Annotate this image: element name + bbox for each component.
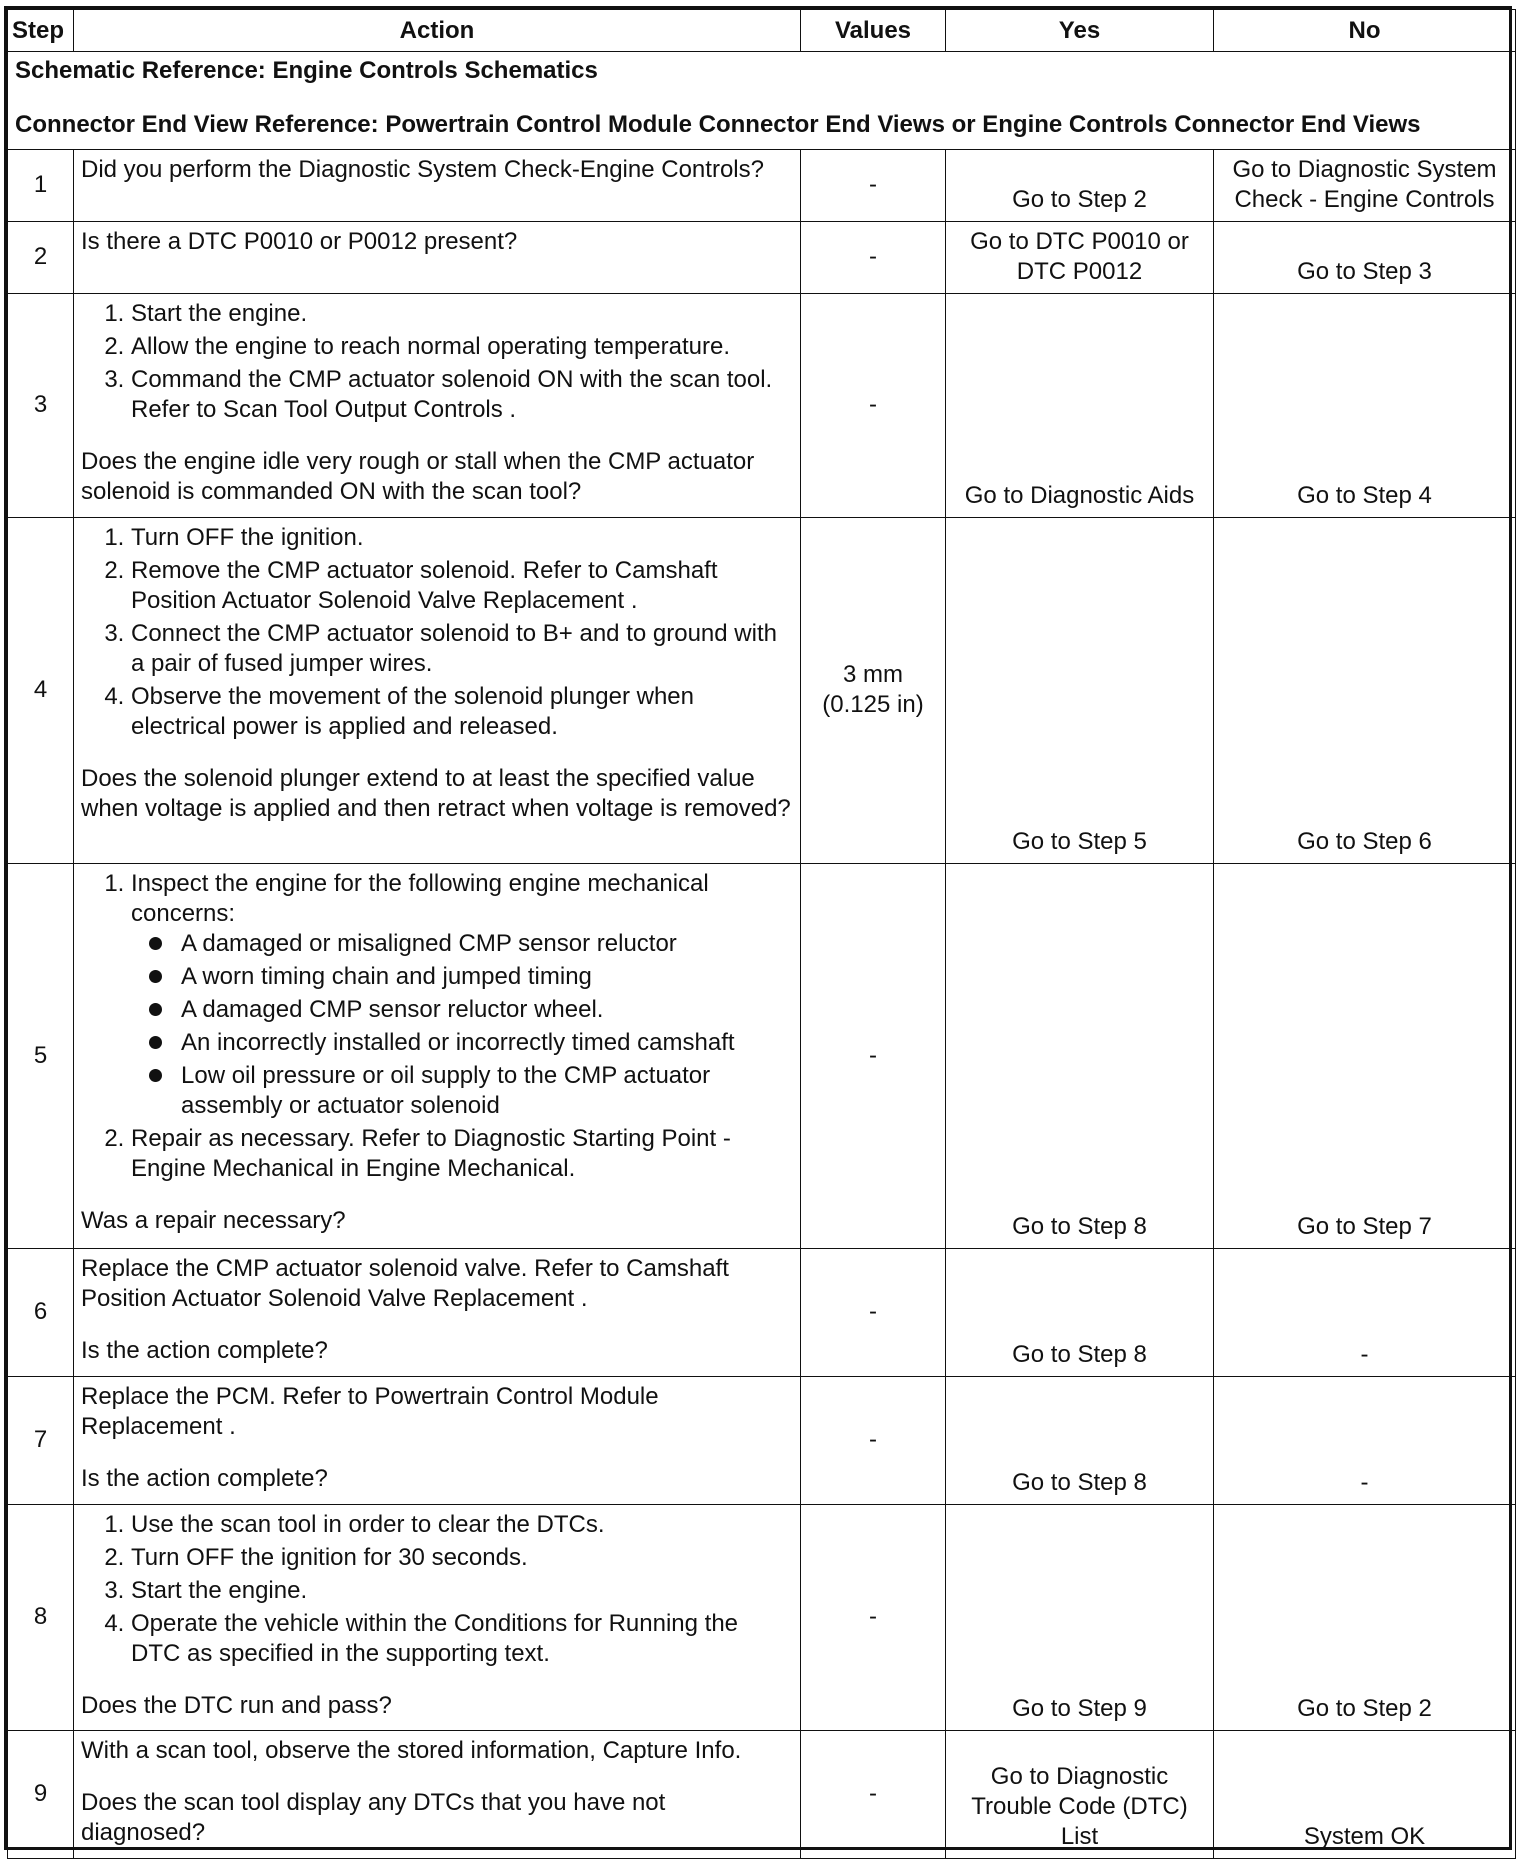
yes-cell: Go to Step 5 [946,518,1214,864]
no-cell: - [1214,1377,1516,1505]
header-no: No [1214,10,1516,52]
concern-text: A damaged or misaligned CMP sensor reluctor [181,930,677,957]
step-number: 9 [8,1731,74,1859]
bullet-icon [149,1003,162,1016]
action-cell [74,294,801,518]
step-number: 7 [8,1377,74,1505]
concern-item [181,1061,793,1121]
value-cell [801,518,946,864]
step-number: 6 [8,1249,74,1377]
concern-text: A worn timing chain and jumped timing [181,963,592,990]
concern-item [181,995,793,1025]
yes-cell: Go to Diagnostic Trouble Code (DTC) List [946,1731,1214,1859]
procedure-item: 2. Repair as necessary. Refer to Diagnostic Starting Point - Engine Mechanical in Engine Mechanical. [131,1124,793,1184]
step-instruction: Replace the CMP actuator solenoid valve. Refer to Camshaft Position Actuator Solenoid Valve Replacement . [81,1255,729,1312]
procedure-list [81,1510,793,1669]
action-cell [74,1731,801,1859]
procedure-item: 3. Command the CMP actuator solenoid ON with the scan tool. Refer to Scan Tool Output Controls . [131,365,793,425]
yes-cell: Go to Step 8 [946,1377,1214,1505]
no-cell: Go to Step 4 [1214,294,1516,518]
concern-text: Low oil pressure or oil supply to the CMP actuator assembly or actuator solenoid [181,1062,711,1119]
yes-cell: Go to Step 9 [946,1505,1214,1731]
value-cell: - [801,150,946,222]
step-number: 5 [8,864,74,1249]
step-number: 8 [8,1505,74,1731]
table-row [8,294,1516,518]
bullet-icon [149,1036,162,1049]
value-imperial: (0.125 in) [822,691,924,718]
value-cell: - [801,1731,946,1859]
no-cell: Go to Step 7 [1214,864,1516,1249]
step-instruction: With a scan tool, observe the stored information, Capture Info. [81,1737,742,1764]
table-row [8,222,1516,294]
table-row [8,1377,1516,1505]
procedure-item: 1. Use the scan tool in order to clear the DTCs. [131,1510,793,1540]
reference-row [8,52,1516,150]
yes-cell: Go to Diagnostic Aids [946,294,1214,518]
step-question: Was a repair necessary? [81,1207,346,1234]
header-step: Step [8,10,74,52]
diagnostic-table-page [4,6,1512,1850]
yes-cell: Go to DTC P0010 or DTC P0012 [946,222,1214,294]
header-values: Values [801,10,946,52]
procedure-item: 4. Operate the vehicle within the Conditions for Running the DTC as specified in the supporting text. [131,1609,793,1669]
procedure-item [131,869,793,1121]
yes-cell: Go to Step 8 [946,1249,1214,1377]
value-cell: - [801,1377,946,1505]
procedure-item: 2. Turn OFF the ignition for 30 seconds. [131,1543,793,1573]
table-row [8,1731,1516,1859]
procedure-item: 2. Allow the engine to reach normal operating temperature. [131,332,793,362]
action-cell [74,1377,801,1505]
header-yes: Yes [946,10,1214,52]
step-question: Is the action complete? [81,1465,328,1492]
table-row [8,1249,1516,1377]
concern-item [181,1028,793,1058]
procedure-item: 3. Connect the CMP actuator solenoid to B+ and to ground with a pair of fused jumper wires. [131,619,793,679]
procedure-item: 1. Start the engine. [131,299,793,329]
procedure-item: 2. Remove the CMP actuator solenoid. Refer to Camshaft Position Actuator Solenoid Valve Replacement . [131,556,793,616]
procedure-list [81,523,793,742]
connector-reference: Connector End View Reference: Powertrain Control Module Connector End Views or Engine Controls Connector End Views [15,111,1421,138]
action-cell [74,518,801,864]
concern-list [131,929,793,1121]
step-question: Is the action complete? [81,1337,328,1364]
step-question: Does the engine idle very rough or stall when the CMP actuator solenoid is commanded ON with the scan tool? [81,448,755,505]
step-number: 2 [8,222,74,294]
no-cell: - [1214,1249,1516,1377]
step-question: Does the scan tool display any DTCs that you have not diagnosed? [81,1789,666,1846]
schematic-reference: Schematic Reference: Engine Controls Schematics [15,57,598,84]
bullet-icon [149,970,162,983]
action-cell [74,1505,801,1731]
no-cell: Go to Step 2 [1214,1505,1516,1731]
table-row [8,150,1516,222]
reference-cell [8,52,1516,150]
action-cell [74,864,801,1249]
value-cell: - [801,294,946,518]
procedure-item: 1. Turn OFF the ignition. [131,523,793,553]
header-action: Action [74,10,801,52]
step-number: 3 [8,294,74,518]
concern-item [181,962,793,992]
value-cell: - [801,222,946,294]
bullet-icon [149,1069,162,1082]
action-cell: Did you perform the Diagnostic System Check-Engine Controls? [74,150,801,222]
table-row [8,864,1516,1249]
step-number: 4 [8,518,74,864]
step-question: Does the solenoid plunger extend to at least the specified value when voltage is applied and then retract when voltage is removed? [81,765,791,822]
action-cell [74,1249,801,1377]
no-cell: Go to Diagnostic System Check - Engine Controls [1214,150,1516,222]
step-question: Does the DTC run and pass? [81,1692,392,1719]
procedure-list [81,869,793,1184]
table-row [8,518,1516,864]
procedure-item: 3. Start the engine. [131,1576,793,1606]
procedure-list [81,299,793,425]
diagnostic-table [7,9,1516,1859]
value-metric: 3 mm [843,661,903,688]
table-row [8,1505,1516,1731]
action-cell: Is there a DTC P0010 or P0012 present? [74,222,801,294]
header-row [8,10,1516,52]
no-cell: Go to Step 3 [1214,222,1516,294]
no-cell: Go to Step 6 [1214,518,1516,864]
value-cell: - [801,1505,946,1731]
step-instruction: Replace the PCM. Refer to Powertrain Control Module Replacement . [81,1383,659,1440]
bullet-icon [149,937,162,950]
procedure-item-text: Inspect the engine for the following engine mechanical concerns: [131,870,709,927]
value-cell: - [801,1249,946,1377]
concern-text: An incorrectly installed or incorrectly timed camshaft [181,1029,735,1056]
concern-text: A damaged CMP sensor reluctor wheel. [181,996,604,1023]
procedure-item: 4. Observe the movement of the solenoid plunger when electrical power is applied and released. [131,682,793,742]
concern-item [181,929,793,959]
value-cell: - [801,864,946,1249]
yes-cell: Go to Step 2 [946,150,1214,222]
yes-cell: Go to Step 8 [946,864,1214,1249]
step-number: 1 [8,150,74,222]
no-cell: System OK [1214,1731,1516,1859]
